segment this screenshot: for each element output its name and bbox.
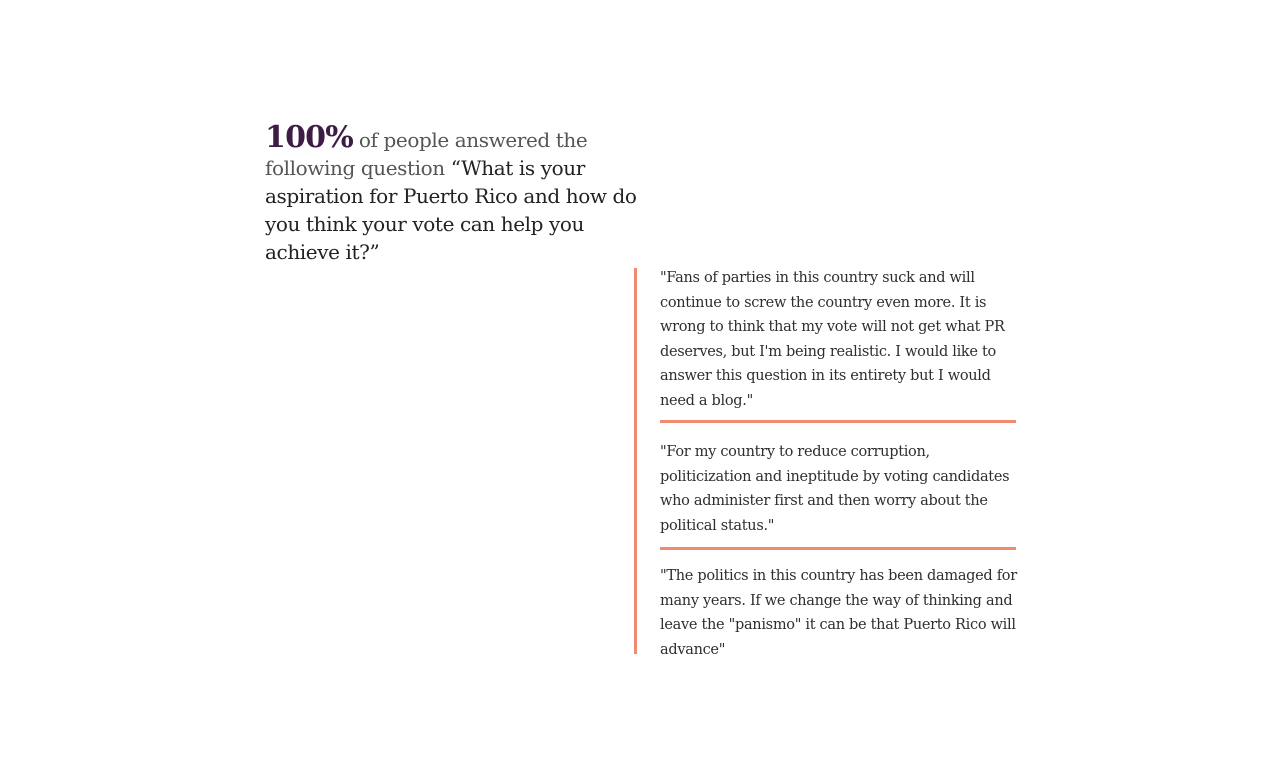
quote-1: "Fans of parties in this country suck and will continue to screw the country even more. It is wrong to think that my vote will not get what PR deserves, but I'm being realistic. I would like to answer this question in its entirety but I would need a blog." xyxy=(660,270,1005,409)
quote-3: "The politics in this country has been damaged for many years. If we change the way of thinking and leave the "panismo" it can be that Puerto Rico will advance" xyxy=(660,568,1017,658)
survey-question: “What is your aspiration for Puerto Rico and how do you think your vote can help you achieve it?” xyxy=(265,156,637,264)
quote-2: "For my country to reduce corruption, politicization and ineptitude by voting candidates who administer first and then worry about the political status." xyxy=(660,444,1010,534)
stat-percentage: 100% xyxy=(265,120,353,155)
headline-intro: of people answered the following question xyxy=(265,128,588,180)
quote-divider-2 xyxy=(660,547,1016,550)
survey-headline xyxy=(265,120,645,266)
quotes-vertical-rule xyxy=(634,268,637,654)
quote-divider-1 xyxy=(660,420,1016,423)
